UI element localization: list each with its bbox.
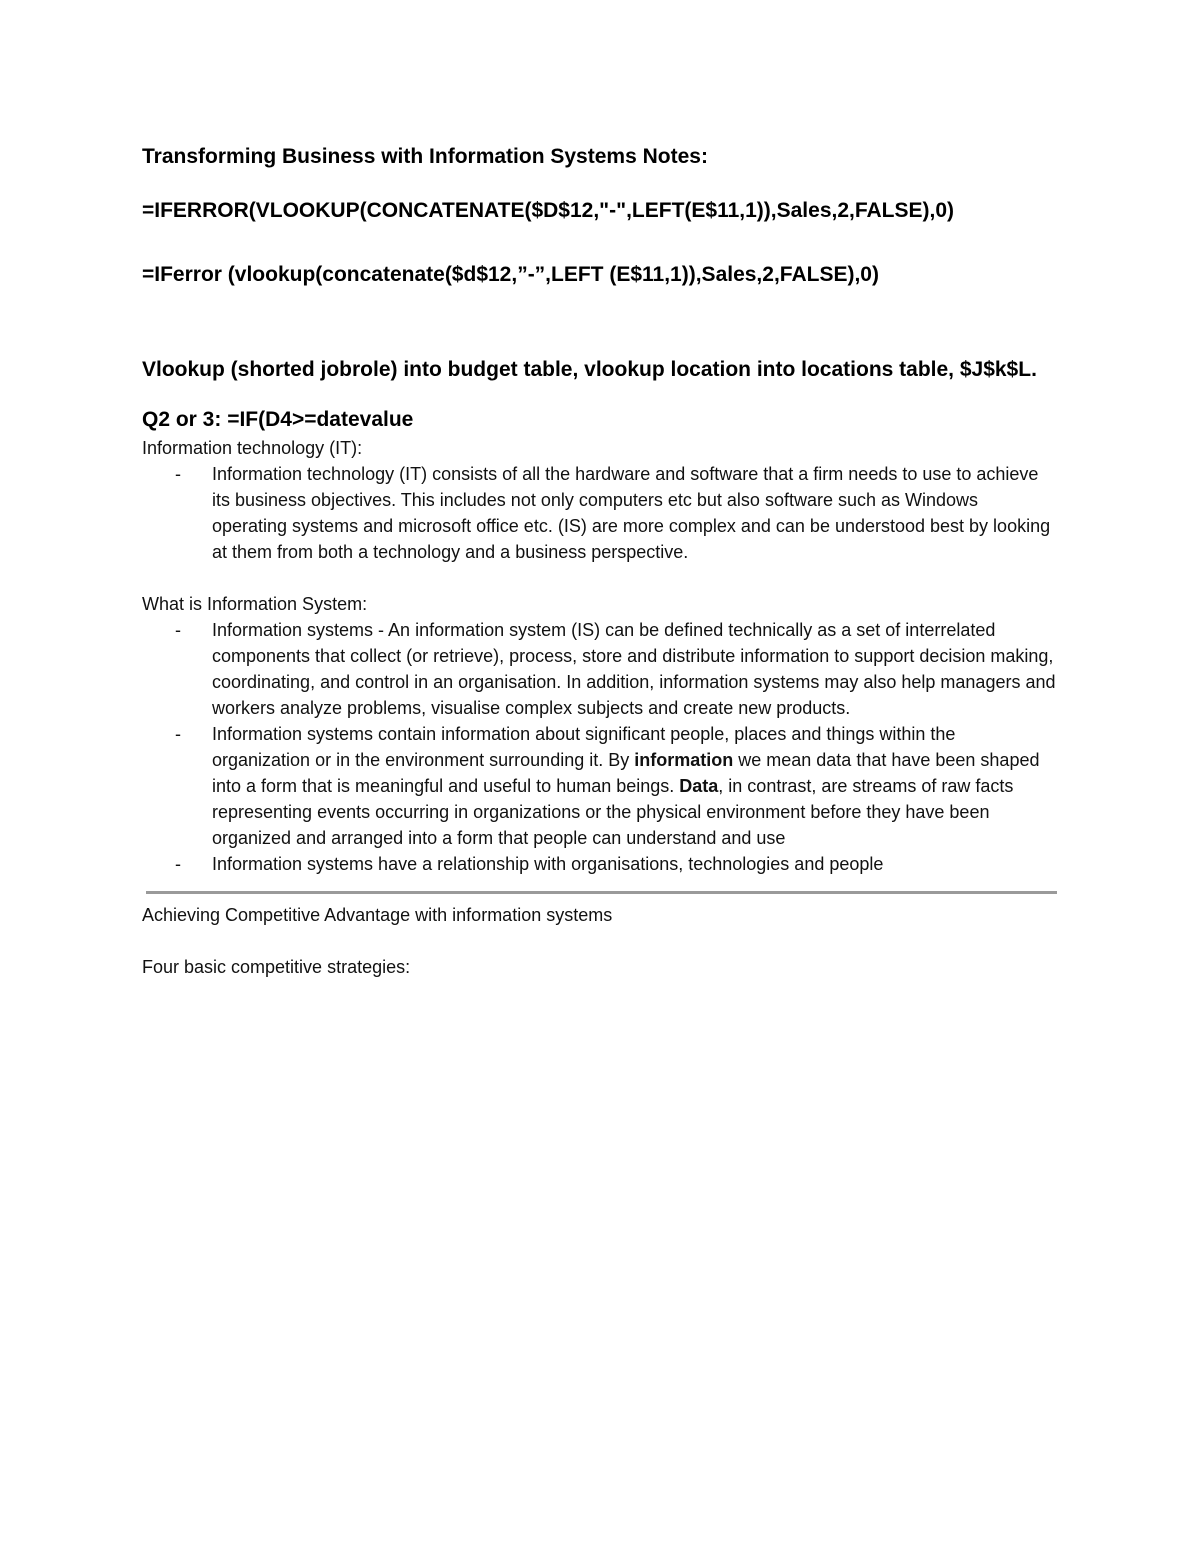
list-item	[142, 851, 1057, 877]
competitive-heading: Achieving Competitive Advantage with information systems	[142, 905, 613, 925]
list-item-text-part: we mean data that have been shaped into a form that is meaningful and useful to human beings.	[212, 750, 1040, 796]
it-section-label: Information technology (IT):	[142, 438, 363, 458]
list-item	[142, 721, 1057, 851]
formula-2: =IFerror (vlookup(concatenate($d$12,”-”,LEFT (E$11,1)),Sales,2,FALSE),0)	[142, 263, 879, 286]
strategies-heading: Four basic competitive strategies:	[142, 957, 411, 977]
bold-term-information: information	[634, 750, 734, 770]
dash-bullet: -	[175, 464, 181, 484]
list-item-text: Information systems - An information system (IS) can be defined technically as a set of interrelated components that collect (or retrieve), process, store and distribute information to support decision making, coordinating, and control in an organisation. In addition, information systems may also help managers and workers analyze problems, visualise complex subjects and create new products.	[212, 620, 1056, 718]
vlookup-note: Vlookup (shorted jobrole) into budget table, vlookup location into locations table, $J$k$L.	[142, 358, 1037, 381]
list-item-text-part: Information systems contain information about significant people, places and things within the organization or in the environment surrounding it. By	[212, 724, 956, 770]
horizontal-divider	[146, 891, 1057, 894]
q-heading: Q2 or 3: =IF(D4>=datevalue	[142, 408, 414, 431]
it-section-list	[142, 461, 1057, 565]
is-section-label: What is Information System:	[142, 594, 368, 614]
dash-bullet: -	[175, 724, 181, 744]
document-page	[142, 140, 1057, 980]
dash-bullet: -	[175, 854, 181, 874]
formula-1: =IFERROR(VLOOKUP(CONCATENATE($D$12,"-",LEFT(E$11,1)),Sales,2,FALSE),0)	[142, 199, 955, 222]
list-item-text-part: , in contrast, are streams of raw facts representing events occurring in organizations or the physical environment before they have been organized and arranged into a form that people can understand and use	[212, 776, 1014, 848]
list-item	[142, 461, 1057, 565]
document-title: Transforming Business with Information Systems Notes:	[142, 145, 708, 168]
dash-bullet: -	[175, 620, 181, 640]
list-item-text: Information systems have a relationship with organisations, technologies and people	[212, 854, 884, 874]
bold-term-data: Data	[679, 776, 719, 796]
list-item	[142, 617, 1057, 721]
list-item-text: Information technology (IT) consists of all the hardware and software that a firm needs to use to achieve its business objectives. This includes not only computers etc but also software such as Windows operating systems and microsoft office etc. (IS) are more complex and can be understood best by looking at them from both a technology and a business perspective.	[212, 464, 1051, 562]
is-section-list	[142, 617, 1057, 877]
